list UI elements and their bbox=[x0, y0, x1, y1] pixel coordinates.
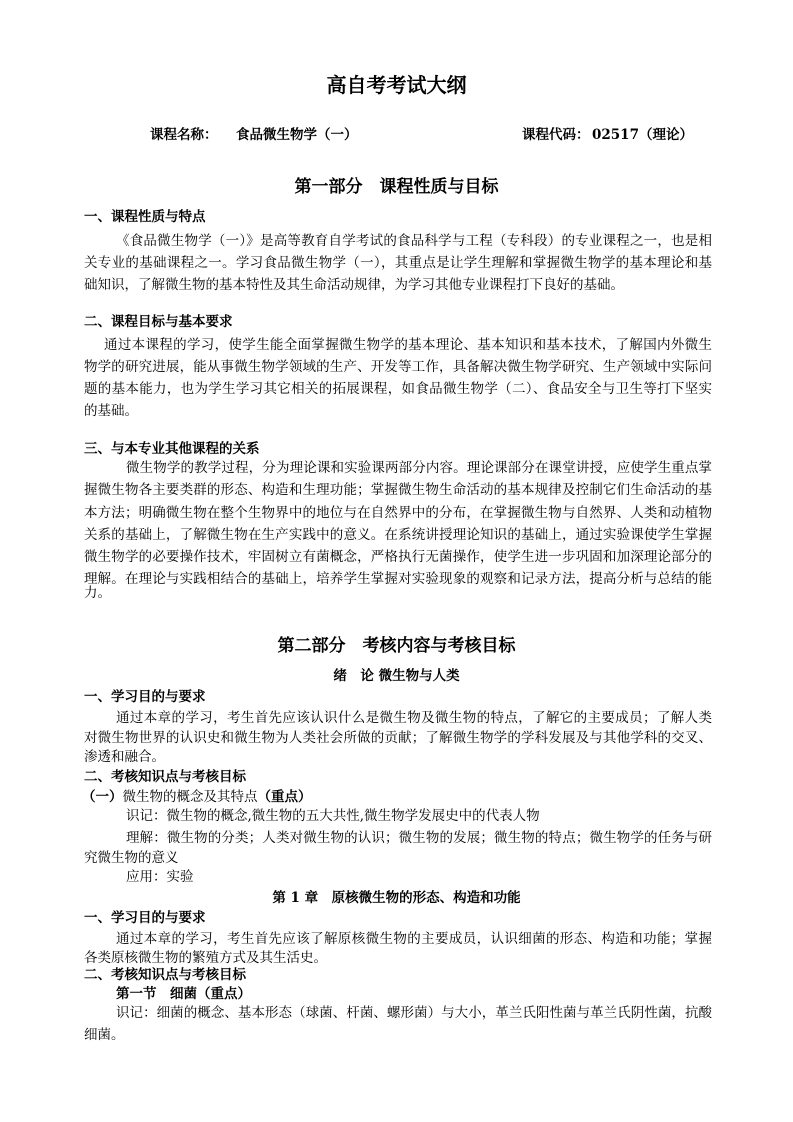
paragraph-line: 渗透和融合。 bbox=[84, 749, 165, 765]
paragraph-line: 力。 bbox=[84, 585, 111, 601]
paragraph-line: 通过本章的学习，考生首先应该了解原核微生物的主要成员，认识细菌的形态、构造和功能；掌握 bbox=[116, 931, 712, 947]
section-heading: 二、考核知识点与考核目标 bbox=[84, 967, 246, 983]
item-tag: （重点） bbox=[257, 789, 312, 805]
item-prefix: （一） bbox=[82, 789, 123, 805]
paragraph-line: 微生物学的必要操作技术，牢固树立有菌概念，严格执行无菌操作，使学生进一步巩固和加深理论部分的 bbox=[84, 549, 712, 565]
section-heading: 一、学习目的与要求 bbox=[84, 689, 206, 705]
paragraph-line: 理解。在理论与实践相结合的基础上，培养学生掌握对实验现象的观察和记录方法，提高分析与总结的能 bbox=[84, 571, 712, 587]
section-heading: 一、课程性质与特点 bbox=[84, 209, 206, 225]
paragraph-line: 的基础。 bbox=[84, 403, 138, 419]
paragraph-line: 对微生物世界的认识史和微生物为人类社会所做的贡献；了解微生物学的学科发展及与其他学科的交叉、 bbox=[84, 730, 712, 746]
knowledge-item bbox=[82, 788, 710, 806]
chapter-heading: 绪 论 微生物与人类 bbox=[333, 668, 460, 684]
course-name: 食品微生物学（一） bbox=[236, 127, 358, 143]
paragraph-line: 关系的基础上，了解微生物在生产实践中的意义。在系统讲授理论知识的基础上，通过实验课使学生掌握 bbox=[84, 527, 712, 543]
document-title: 高自考考试大纲 bbox=[326, 73, 467, 97]
course-code: 02517（理论） bbox=[592, 127, 693, 143]
course-code-label: 课程代码： bbox=[522, 127, 590, 143]
part2-heading: 第二部分 考核内容与考核目标 bbox=[277, 636, 516, 656]
paragraph-line: 物学的研究进展，能从事微生物学领域的生产、开发等工作，具备解决微生物学研究、生产领域中实际问 bbox=[84, 359, 712, 375]
paragraph-line: 通过本章的学习，考生首先应该认识什么是微生物及微生物的特点，了解它的主要成员；了解人类 bbox=[116, 710, 712, 726]
section-heading: 一、学习目的与要求 bbox=[84, 910, 206, 926]
paragraph-line: 本方法；明确微生物在整个生物界中的地位与在自然界中的分布，在掌握微生物与自然界、人类和动植物 bbox=[84, 505, 712, 521]
paragraph-line: 握微生物各主要类群的形态、构造和生理功能；掌握微生物生命活动的基本规律及控制它们生命活动的基 bbox=[84, 482, 712, 498]
section-heading: 二、课程目标与基本要求 bbox=[84, 314, 233, 330]
paragraph-line: 各类原核微生物的繁殖方式及其生活史。 bbox=[84, 950, 327, 966]
paragraph-line: 题的基本能力，也为学生学习其它相关的拓展课程，如食品微生物学（二）、食品安全与卫生等打下坚实 bbox=[84, 381, 712, 397]
paragraph-line: 识记：微生物的概念,微生物的五大共性,微生物学发展史中的代表人物 bbox=[126, 808, 540, 824]
paragraph-line: 关专业的基础课程之一。学习食品微生物学（一），其重点是让学生理解和掌握微生物学的基本理论和基 bbox=[84, 255, 712, 271]
part1-heading: 第一部分 课程性质与目标 bbox=[294, 177, 499, 197]
section-heading: 二、考核知识点与考核目标 bbox=[84, 769, 246, 785]
chapter-heading: 第 1 章 原核微生物的形态、构造和功能 bbox=[272, 890, 521, 906]
paragraph-line: 础知识，了解微生物的基本特性及其生命活动规律，为学习其他专业课程打下良好的基础。 bbox=[84, 277, 624, 293]
paragraph-line: 应用：实验 bbox=[126, 869, 194, 885]
paragraph-line: 理解：微生物的分类；人类对微生物的认识；微生物的发展；微生物的特点；微生物学的任务与研 bbox=[126, 830, 712, 846]
paragraph-line: 通过本课程的学习，使学生能全面掌握微生物学的基本理论、基本知识和基本技术，了解国内外微生 bbox=[104, 337, 712, 353]
course-name-label: 课程名称： bbox=[150, 127, 218, 143]
paragraph-line: 究微生物的意义 bbox=[84, 850, 179, 866]
paragraph-line: 微生物学的教学过程，分为理论课和实验课两部分内容。理论课部分在课堂讲授，应使学生重点掌 bbox=[126, 460, 712, 476]
subsection-heading: 第一节 细菌（重点） bbox=[116, 986, 251, 1002]
section-heading: 三、与本专业其他课程的关系 bbox=[84, 441, 260, 457]
paragraph-line: 《食品微生物学（一）》是高等教育自学考试的食品科学与工程（专科段）的专业课程之一，也是相 bbox=[116, 233, 712, 249]
item-title: 微生物的概念及其特点 bbox=[122, 789, 258, 805]
paragraph-line: 细菌。 bbox=[84, 1027, 125, 1043]
paragraph-line: 识记：细菌的概念、基本形态（球菌、杆菌、螺形菌）与大小，革兰氏阳性菌与革兰氏阴性菌，抗酸 bbox=[116, 1005, 712, 1021]
